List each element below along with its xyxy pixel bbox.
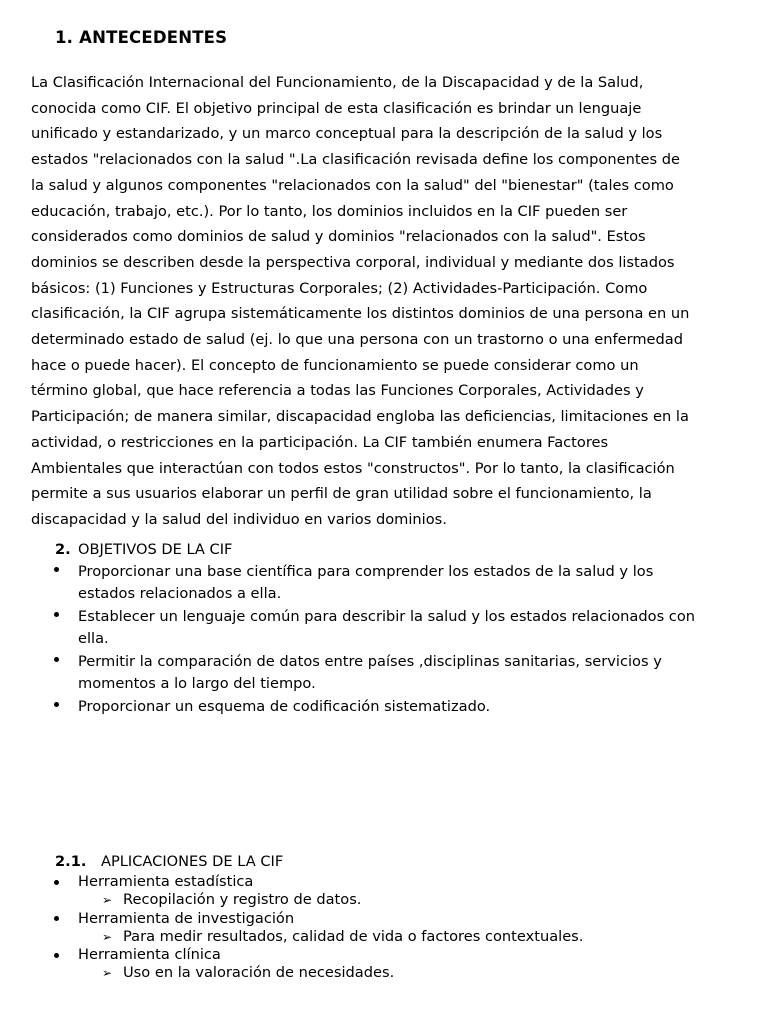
applications-list [48, 873, 748, 983]
sub-list-item [48, 964, 748, 982]
list-item-text: ella. [78, 630, 109, 647]
list-item [48, 605, 748, 650]
list-item-text: Permitir la comparación de datos entre países ,disciplinas sanitarias, servicios y [78, 653, 662, 670]
objectives-list [48, 560, 748, 718]
section-1-number: 1. [55, 28, 74, 47]
paragraph-line: básicos: (1) Funciones y Estructuras Corporales; (2) Actividades-Participación. Como [31, 279, 648, 297]
list-item [48, 560, 748, 605]
paragraph-line: permite a sus usuarios elaborar un perfil de gran utilidad sobre el funcionamiento, la [31, 485, 652, 503]
paragraph-line: hace o puede hacer). El concepto de funcionamiento se puede considerar como un [31, 356, 639, 374]
bullet-icon [54, 916, 59, 921]
sub-list-item [48, 928, 748, 946]
sub-list-item-text: Recopilación y registro de datos. [123, 891, 362, 909]
paragraph-line: dominios se describen desde la perspectiva corporal, individual y mediante dos listados [31, 253, 675, 271]
paragraph-line: actividad, o restricciones en la participación. La CIF también enumera Factores [31, 433, 609, 451]
paragraph-line: conocida como CIF. El objetivo principal de esta clasificación es brindar un lenguaje [31, 99, 642, 117]
bullet-icon [54, 702, 59, 707]
paragraph-line: la salud y algunos componentes "relacionados con la salud" del "bienestar" (tales como [31, 176, 674, 194]
paragraph-line: Participación; de manera similar, discapacidad engloba las deficiencias, limitaciones en la [31, 408, 689, 426]
paragraph-line: determinado estado de salud (ej. lo que una persona con un trastorno o una enfermedad [31, 331, 683, 349]
list-item [48, 695, 748, 718]
list-item-text: estados relacionados a ella. [78, 585, 282, 602]
bullet-icon [54, 953, 59, 958]
antecedentes-paragraph [31, 70, 737, 533]
paragraph-line: Ambientales que interactúan con todos estos "constructos". Por lo tanto, la clasificación [31, 459, 675, 477]
paragraph-line: estados "relacionados con la salud ".La clasificación revisada define los componentes de [31, 151, 681, 169]
bullet-icon [54, 657, 59, 662]
section-1-heading [55, 28, 227, 47]
paragraph-line: La Clasificación Internacional del Funcionamiento, de la Discapacidad y de la Salud, [31, 74, 644, 91]
paragraph-line: término global, que hace referencia a todas las Funciones Corporales, Actividades y [31, 382, 644, 400]
list-item-text: Establecer un lenguaje común para describir la salud y los estados relacionados con [78, 608, 696, 625]
paragraph-line: considerados como dominios de salud y dominios "relacionados con la salud". Estos [31, 228, 646, 246]
list-item-text: Proporcionar una base científica para comprender los estados de la salud y los [78, 563, 654, 580]
paragraph-line: discapacidad y la salud del individuo en varios dominios. [31, 510, 447, 528]
arrow-bullet-icon: ➢ [102, 966, 113, 981]
sub-list-item [48, 891, 748, 909]
sub-list-item-text: Uso en la valoración de necesidades. [123, 964, 395, 982]
section-2-title: OBJETIVOS DE LA CIF [78, 541, 233, 558]
paragraph-line: unificado y estandarizado, y un marco conceptual para la descripción de la salud y los [31, 125, 663, 143]
bullet-icon [54, 567, 59, 572]
section-2-1-number: 2.1. [55, 853, 87, 870]
arrow-bullet-icon: ➢ [102, 893, 113, 908]
paragraph-line: clasificación, la CIF agrupa sistemáticamente los distintos dominios de una persona en un [31, 305, 690, 323]
section-2-number: 2. [55, 541, 71, 558]
section-2-1-heading [55, 853, 283, 870]
list-item [48, 873, 748, 891]
section-2-1-title: APLICACIONES DE LA CIF [101, 853, 284, 870]
section-1-title: ANTECEDENTES [79, 28, 228, 47]
list-item-text: Herramienta clínica [78, 946, 221, 964]
bullet-icon [54, 612, 59, 617]
section-2-heading [55, 541, 232, 558]
sub-list-item-text: Para medir resultados, calidad de vida o factores contextuales. [123, 927, 584, 945]
list-item [48, 650, 748, 695]
list-item-text: momentos a lo largo del tiempo. [78, 675, 316, 692]
list-item-text: Herramienta estadística [78, 873, 254, 890]
paragraph-line: educación, trabajo, etc.). Por lo tanto, los dominios incluidos en la CIF pueden ser [31, 202, 628, 220]
list-item [48, 910, 748, 928]
list-item [48, 946, 748, 964]
arrow-bullet-icon: ➢ [102, 929, 113, 944]
bullet-icon [54, 880, 59, 885]
list-item-text: Herramienta de investigación [78, 909, 295, 927]
list-item-text: Proporcionar un esquema de codificación sistematizado. [78, 698, 491, 715]
